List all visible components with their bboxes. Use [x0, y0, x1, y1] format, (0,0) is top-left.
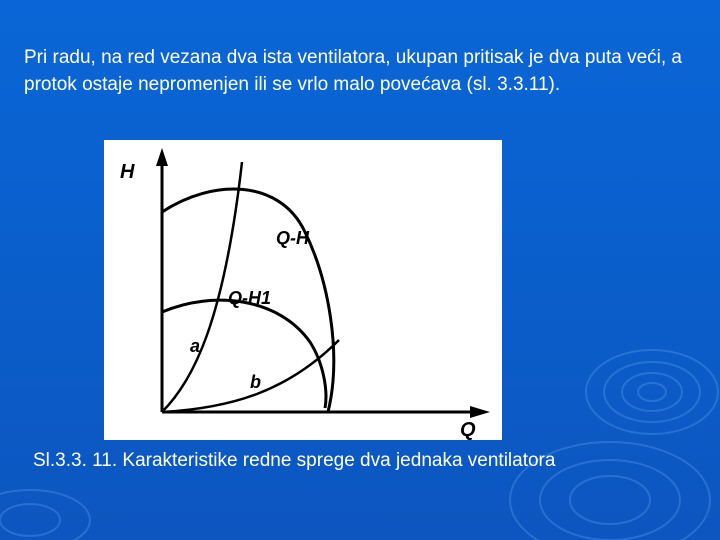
x-axis-arrow — [470, 406, 490, 418]
curve-q-h-label: Q-H — [276, 228, 309, 248]
curve-a-label: a — [190, 336, 201, 356]
curve-b-label: b — [250, 372, 261, 392]
characteristic-diagram — [104, 140, 502, 440]
y-axis-label: H — [120, 161, 135, 183]
x-axis-label: Q — [460, 419, 476, 440]
curve-a — [162, 162, 242, 412]
curve-q-h1 — [162, 300, 326, 408]
curve-q-h1-label: Q-H1 — [228, 288, 272, 308]
y-axis-arrow — [156, 148, 168, 166]
figure-caption: Sl.3.3. 11. Karakteristike redne sprege dva jednaka ventilatora — [33, 450, 556, 471]
slide-paragraph: Pri radu, na red vezana dva ista ventilatora, ukupan pritisak je dva puta veći, a protok ostaje nepromenjen ili se vrlo malo povećava (sl. 3.3.11). — [24, 47, 682, 95]
